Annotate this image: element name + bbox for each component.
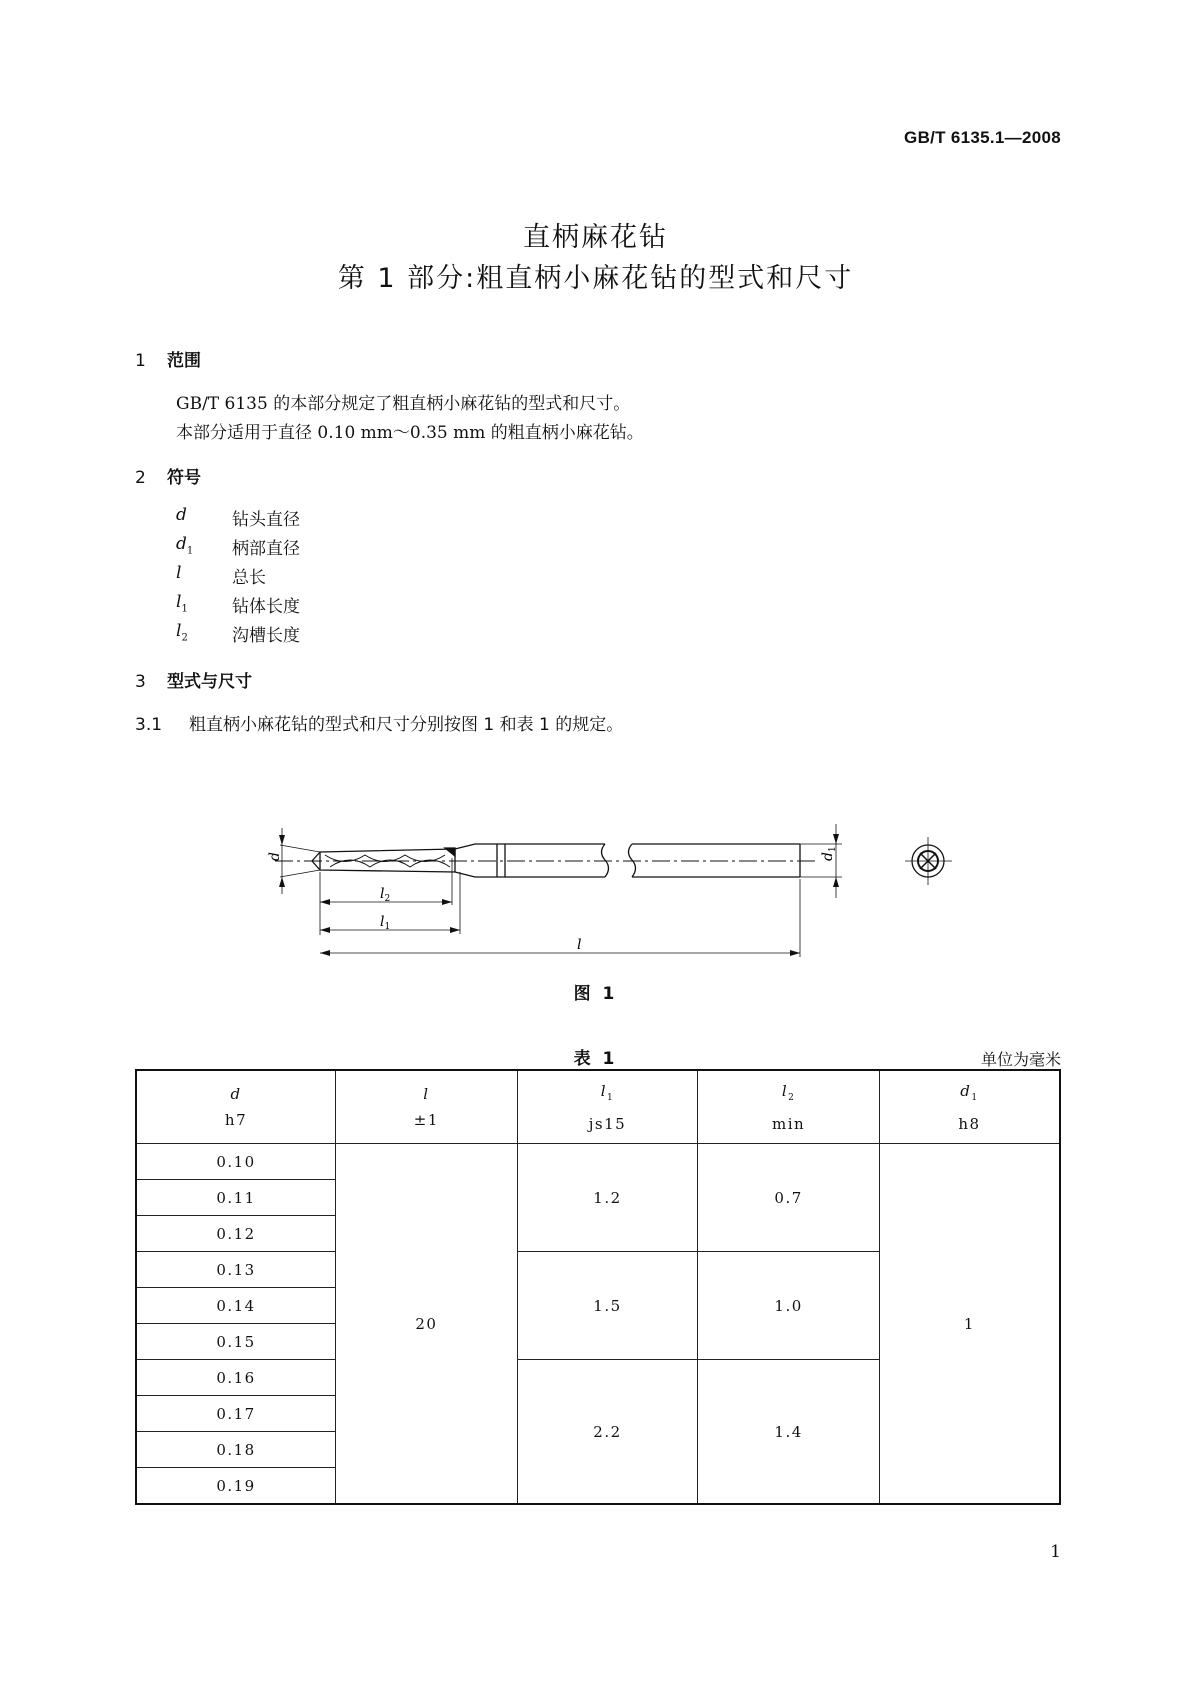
section-3-heading [135,667,252,692]
header-l: l ±1 [336,1070,518,1144]
break-line-left [602,844,609,877]
symbol-item [176,621,476,645]
cell-d1: 1 [879,1144,1060,1505]
section-1-title: 范围 [167,351,201,371]
cell-l: 20 [336,1144,518,1505]
cell-l2: 1.0 [698,1252,880,1360]
drill-figure [0,760,1191,960]
symbol: l [176,563,182,583]
section-3-title: 型式与尺寸 [167,672,252,692]
section-1-number: 1 [135,351,146,371]
header-d: d h7 [136,1070,336,1144]
cell-l2: 1.4 [698,1360,880,1505]
table-caption: 表 1 [573,1049,618,1069]
cell-l1: 1.5 [517,1252,698,1360]
cell-d: 0.10 [136,1144,336,1180]
header-l2: $l_2$ min [698,1070,880,1144]
cell-d: 0.12 [136,1216,336,1252]
dimensions-table [135,1069,1061,1505]
figure-label-l2: $l_2$ [380,886,391,904]
header-l1: $l_1$ js15 [517,1070,698,1144]
section-3-number: 3 [135,672,146,692]
section-1-para-1: GB/T 6135 的本部分规定了粗直柄小麻花钻的型式和尺寸。 [176,394,631,414]
cell-d: 0.17 [136,1396,336,1432]
table-header-row [136,1070,1060,1144]
document-code: GB/T 6135.1—2008 [904,128,1061,147]
section-2-title: 符号 [167,468,201,488]
symbol-description: 沟槽长度 [232,626,300,646]
symbol-description: 钻体长度 [232,597,300,617]
page-subtitle: 第 1 部分:粗直柄小麻花钻的型式和尺寸 [337,263,854,294]
cell-d: 0.13 [136,1252,336,1288]
table-row [136,1144,1060,1180]
cell-l2: 0.7 [698,1144,880,1252]
figure-label-d1: $d_1$ [820,846,838,861]
cell-d: 0.14 [136,1288,336,1324]
cell-d: 0.15 [136,1324,336,1360]
figure-label-d: d [267,852,283,861]
symbol-description: 钻头直径 [232,510,300,530]
subsection-3-1 [135,710,623,735]
symbol-item [176,592,476,616]
symbol: $d_1$ [176,534,194,557]
symbol-item [176,505,476,529]
symbol-list [176,505,476,655]
figure-caption: 图 1 [573,984,618,1004]
cell-d: 0.18 [136,1432,336,1468]
section-2-heading [135,463,201,488]
figure-label-l1: $l_1$ [380,914,391,932]
symbol-description: 柄部直径 [232,539,300,559]
page-title: 直柄麻花钻 [523,222,668,253]
section-1-heading [135,346,201,371]
cell-l1: 1.2 [517,1144,698,1252]
symbol-item [176,563,476,587]
break-line-right [629,844,636,877]
header-d1: $d_1$ h8 [879,1070,1060,1144]
table-unit: 单位为毫米 [980,1050,1061,1069]
subsection-text: 粗直柄小麻花钻的型式和尺寸分别按图 1 和表 1 的规定。 [189,715,624,735]
cell-d: 0.11 [136,1180,336,1216]
section-2-number: 2 [135,468,146,488]
flute-end [445,848,455,856]
cell-d: 0.16 [136,1360,336,1396]
section-1-para-2: 本部分适用于直径 0.10 mm～0.35 mm 的粗直柄小麻花钻。 [176,423,644,443]
symbol-description: 总长 [232,568,266,588]
symbol: $l_2$ [176,621,188,644]
cell-d: 0.19 [136,1468,336,1505]
symbol: $l_1$ [176,592,188,615]
cell-l1: 2.2 [517,1360,698,1505]
page-number: 1 [1050,1542,1061,1562]
subsection-number: 3.1 [135,715,163,735]
symbol: d [176,505,187,525]
symbol-item [176,534,476,558]
figure-label-l: l [577,937,582,953]
